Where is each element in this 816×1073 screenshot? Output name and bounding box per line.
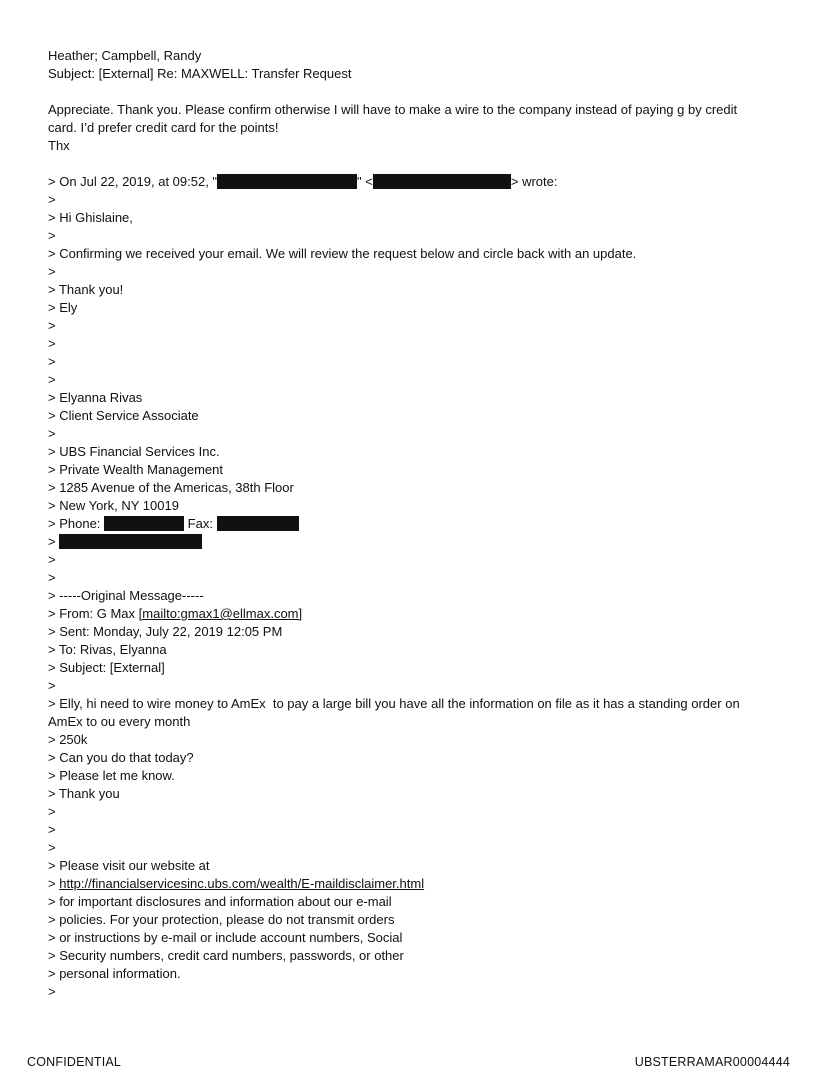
greeting-line: > Hi Ghislaine, (48, 210, 133, 225)
signature-title: > Client Service Associate (48, 408, 199, 423)
email-body (48, 47, 778, 1001)
disclaimer-line-1: > for important disclosures and information about our e-mail (48, 894, 392, 909)
redaction-sender-name (217, 174, 357, 189)
signature-phone-fax (48, 515, 778, 533)
url-prefix: > (48, 876, 60, 891)
quote-marker: > (48, 822, 56, 837)
quote-marker: > (48, 678, 56, 693)
quote-marker: > (48, 804, 56, 819)
reply-line-2: card. I’d prefer credit card for the points! (48, 120, 279, 135)
subject-line: Subject: [External] Re: MAXWELL: Transfer Request (48, 66, 352, 81)
recipients-line: Heather; Campbell, Randy (48, 48, 202, 63)
signature-email (48, 533, 778, 551)
quote-marker: > (48, 840, 56, 855)
disclaimer-line-2: > policies. For your protection, please do not transmit orders (48, 912, 395, 927)
phone-label: > Phone: (48, 516, 105, 531)
fax-label: Fax: (184, 516, 217, 531)
quote-header (48, 173, 778, 191)
quote-header-prefix: > On Jul 22, 2019, at 09:52, " (48, 174, 218, 189)
blank-line (48, 155, 778, 173)
quote-marker: > (48, 228, 56, 243)
mailto-link[interactable]: [mailto:gmax1@ellmax.com] (138, 606, 303, 621)
disclaimer-line-3: > or instructions by e-mail or include account numbers, Social (48, 930, 403, 945)
confidential-footer: CONFIDENTIAL (27, 1055, 122, 1069)
quote-marker: > (48, 318, 56, 333)
disclaimer-link[interactable]: http://financialservicesinc.ubs.com/wealth/E-maildisclaimer.html (59, 876, 425, 891)
email-prefix: > (48, 534, 60, 549)
sign-off-line: > Ely (48, 300, 78, 315)
confirmation-line: > Confirming we received your email. We will review the request below and circle back with an update. (48, 246, 637, 261)
signature-address-2: > New York, NY 10019 (48, 498, 179, 513)
original-from-line (48, 605, 778, 623)
quote-marker: > (48, 336, 56, 351)
redaction-sender-email (373, 174, 511, 189)
redaction-fax (217, 516, 299, 531)
quote-marker: > (48, 372, 56, 387)
disclaimer-line-4: > Security numbers, credit card numbers, passwords, or other (48, 948, 404, 963)
quote-marker: > (48, 984, 56, 999)
blank-line (48, 83, 778, 101)
redaction-phone (104, 516, 184, 531)
disclaimer-url-line (48, 875, 778, 893)
quote-marker: > (48, 354, 56, 369)
disclaimer-line-5: > personal information. (48, 966, 181, 981)
original-let-know-line: > Please let me know. (48, 768, 175, 783)
original-subject-line: > Subject: [External] (48, 660, 165, 675)
bates-number-footer: UBSTERRAMAR00004444 (634, 1055, 790, 1069)
reply-line-1: Appreciate. Thank you. Please confirm otherwise I will have to make a wire to the company instead of paying g by credit (48, 102, 738, 117)
redaction-email (59, 534, 202, 549)
original-sent-line: > Sent: Monday, July 22, 2019 12:05 PM (48, 624, 283, 639)
original-body-line-2: AmEx to ou every month (48, 714, 191, 729)
original-to-line: > To: Rivas, Elyanna (48, 642, 167, 657)
from-prefix: > From: G Max (48, 606, 139, 621)
thanks-line: > Thank you! (48, 282, 124, 297)
original-thank-you-line: > Thank you (48, 786, 120, 801)
original-body-line-1: > Elly, hi need to wire money to AmEx to pay a large bill you have all the information on file as it has a standing order on (48, 696, 740, 711)
quote-marker: > (48, 192, 56, 207)
signature-address-1: > 1285 Avenue of the Americas, 38th Floor (48, 480, 294, 495)
original-amount-line: > 250k (48, 732, 88, 747)
original-question-line: > Can you do that today? (48, 750, 194, 765)
original-message-divider: > -----Original Message----- (48, 588, 204, 603)
disclaimer-visit-line: > Please visit our website at (48, 858, 210, 873)
quote-marker: > (48, 570, 56, 585)
quote-marker: > (48, 426, 56, 441)
quote-marker: > (48, 552, 56, 567)
quote-header-middle: " < (357, 174, 373, 189)
signature-name: > Elyanna Rivas (48, 390, 143, 405)
signature-division: > Private Wealth Management (48, 462, 223, 477)
quote-marker: > (48, 264, 56, 279)
reply-line-3: Thx (48, 138, 70, 153)
quote-header-suffix: > wrote: (510, 174, 558, 189)
signature-company: > UBS Financial Services Inc. (48, 444, 220, 459)
